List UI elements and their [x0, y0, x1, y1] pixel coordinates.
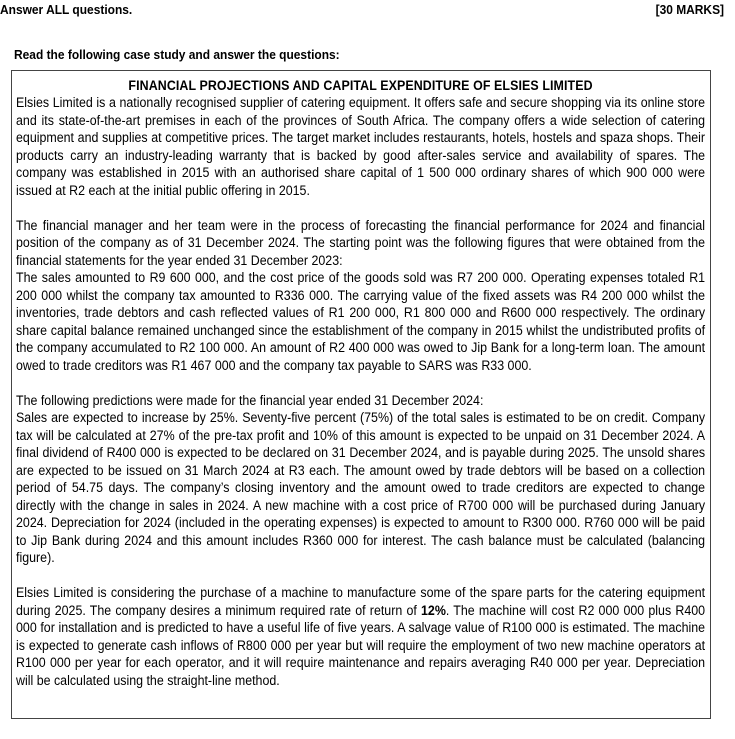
paragraph-spacer: [16, 199, 705, 217]
company-background-paragraph: Elsies Limited is a nationally recognised supplier of catering equipment. It offers safe and secure shopping via its online store and its state-of-the-art premises in each of the provinces of South Africa. The company offers a wide selection of catering equipment and supplies at competitive prices. The target market includes restaurants, hotels, hostels and spaza shops. Their products carry an industry-leading warranty that is backed by good after-sales service and availability of spares. The company was established in 2015 with an authorised share capital of 1 500 000 ordinary shares of which 900 000 were issued at R2 each at the initial public offering in 2015.: [16, 95, 706, 198]
case-study-instruction: Read the following case study and answer the questions:: [14, 47, 340, 62]
forecast-intro-paragraph: The financial manager and her team were in the process of forecasting the financial performance for 2024 and financial position of the company as of 31 December 2024. The starting point was the following figures that were obtained from the financial statements for the year ended 31 December 2023:: [16, 217, 706, 268]
predictions-paragraph: Sales are expected to increase by 25%. Seventy-five percent (75%) of the total sales is estimated to be on credit. Company tax will be calculated at 27% of the pre-tax profit and 10% of this amount is expected to be unpaid on 31 December 2024. A final dividend of R400 000 is expected to be declared on 31 December 2024, and is payable during 2025. The unsold shares are expected to be issued on 31 March 2024 at R3 each. The amount owed by trade debtors will be based on a collection period of 54.75 days. The company’s closing inventory and the amount owed to trade creditors are expected to change directly with the change in sales in 2024. A new machine with a cost price of R700 000 will be purchased during January 2024. Depreciation for 2024 (included in the operating expenses) is expected to amount to R300 000. R760 000 will be paid to Jip Bank during 2024 and this amount includes R360 000 for interest. The cash balance must be calculated (balancing figure).: [16, 410, 706, 565]
prior-year-figures-paragraph: The sales amounted to R9 600 000, and the cost price of the goods sold was R7 200 000. Operating expenses totaled R1 200 000 whilst the company tax amounted to R336 000. The carrying value of the fixed assets was R4 200 000 whilst the inventories, trade debtors and cash reflected values of R1 200 000, R1 800 000 and R600 000 respectively. The ordinary share capital balance remained unchanged since the establishment of the company in 2015 whilst the undistributed profits of the company accumulated to R2 100 000. An amount of R2 400 000 was owed to Jip Bank for a long-term loan. The amount owed to trade creditors was R1 467 000 and the company tax payable to SARS was R33 000.: [16, 270, 706, 373]
capex-text-after: . The machine will cost R2 000 000 plus R400 000 for installation and is predicted to have a useful life of five years. A salvage value of R100 000 is estimated. The machine is expected to generate cash inflows of R800 000 per year but will require the employment of two new machine operators at R100 000 per year for each operator, and it will require maintenance and repairs averaging R40 000 per year. Depreciation will be calculated using the straight-line method.: [16, 602, 706, 688]
case-study-content: [16, 77, 705, 689]
case-study-title: FINANCIAL PROJECTIONS AND CAPITAL EXPENDITURE OF ELSIES LIMITED: [128, 78, 593, 93]
predictions-intro-paragraph: The following predictions were made for the financial year ended 31 December 2024:: [16, 392, 484, 408]
case-study-box: [11, 70, 711, 719]
answer-all-instruction: Answer ALL questions.: [0, 2, 133, 17]
capex-text-before: Elsies Limited is considering the purchase of a machine to manufacture some of the spare parts for the catering equipment during 2025. The company desires a minimum required rate of return of: [16, 585, 706, 618]
question-header: [0, 2, 725, 20]
total-marks: [30 MARKS]: [655, 2, 725, 17]
paragraph-spacer: [16, 567, 705, 585]
paragraph-spacer: [16, 374, 705, 392]
required-return-rate: 12%: [421, 602, 446, 618]
capital-expenditure-paragraph: [16, 584, 705, 689]
